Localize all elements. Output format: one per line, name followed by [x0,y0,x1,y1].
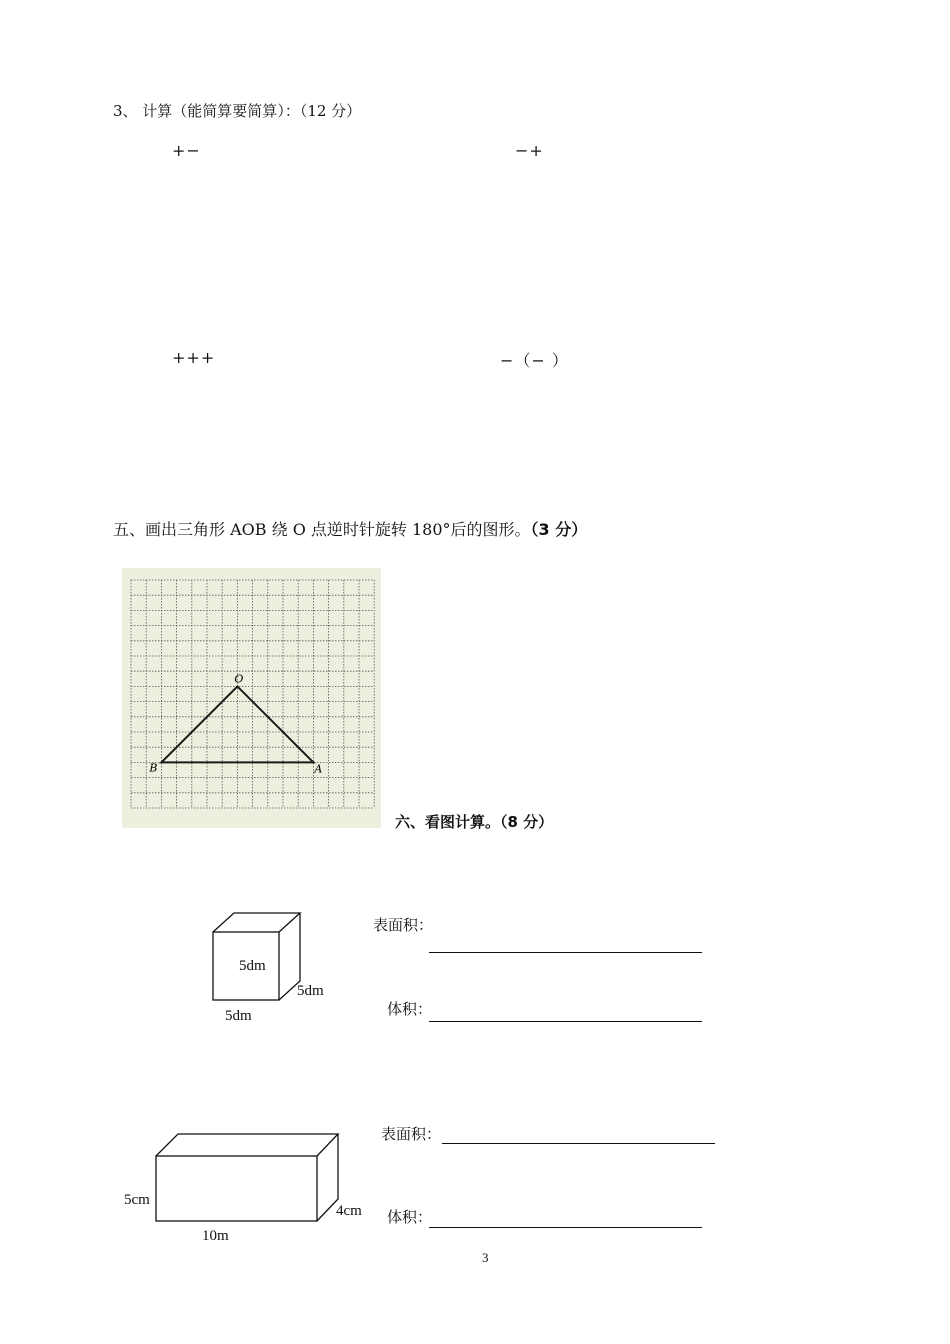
cube-top-face [213,913,300,932]
point-b-label: B [149,761,158,775]
page-number: 3 [482,1250,489,1265]
cuboid-depth-label: 4cm [336,1203,362,1219]
cube-depth-label: 5dm [297,983,324,999]
cuboid-side-face [317,1134,338,1221]
question-3-heading: 3、 计算（能简算要简算）：（12 分） [113,102,362,120]
cuboid-figure [150,1125,350,1235]
rotation-grid-figure [122,568,381,828]
section-5-title-text: 五、画出三角形 AOB 绕 O 点逆时针旋转 180°后的图形。 [113,520,531,539]
section-6-title: 六、看图计算。（8 分） [395,813,554,831]
cube-volume-answer-line[interactable] [429,1021,702,1022]
cuboid-height-label: 5cm [124,1192,150,1208]
point-o-label: O [234,672,244,686]
expression-3: +++ [172,348,216,367]
section-5-title [113,517,587,540]
section-5-points: （3 分） [530,520,588,539]
cuboid-front-face [156,1156,317,1221]
cuboid-surface-area-answer-line[interactable] [442,1143,715,1144]
cuboid-top-face [156,1134,338,1156]
cuboid-volume-label: 体积： [387,1208,433,1226]
cuboid-length-label: 10m [202,1228,229,1244]
cube-front-label: 5dm [239,958,266,974]
grid-background [122,568,381,828]
cube-bottom-label: 5dm [225,1008,252,1024]
point-a-label: A [314,762,323,776]
expression-2: −+ [515,141,544,160]
cube-volume-label: 体积： [387,1000,433,1018]
cube-surface-area-answer-line[interactable] [429,952,702,953]
cuboid-surface-area-label: 表面积： [381,1125,442,1143]
expression-1: +− [172,141,201,160]
cuboid-volume-answer-line[interactable] [429,1227,702,1228]
cube-surface-area-label: 表面积： [373,916,434,934]
expression-4: −（− ） [500,351,569,370]
